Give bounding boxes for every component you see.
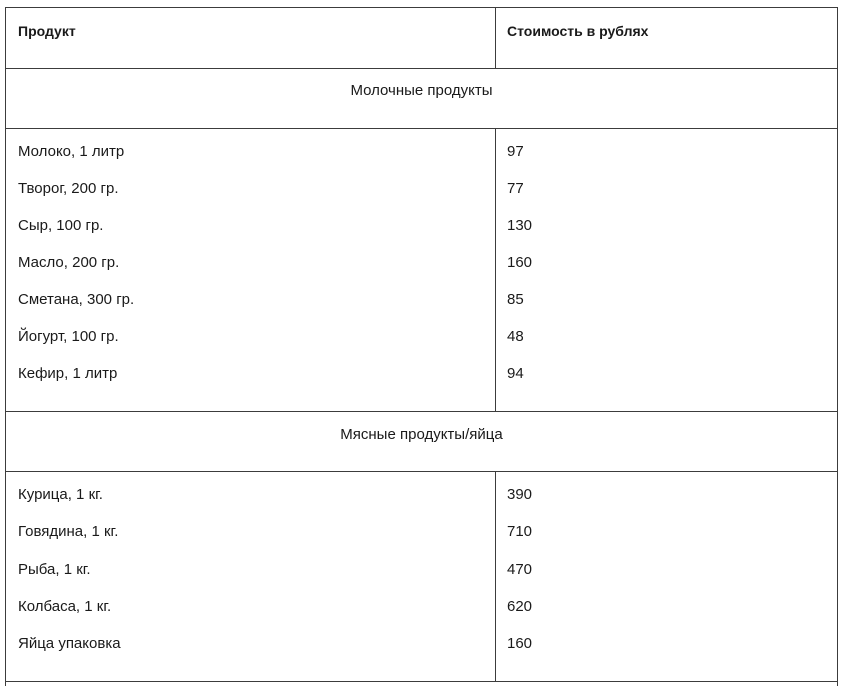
price-cell: 160 bbox=[507, 254, 533, 271]
product-cell: Масло, 200 гр. bbox=[18, 254, 120, 271]
price-cell: 160 bbox=[507, 635, 533, 652]
row-divider bbox=[6, 128, 837, 129]
price-cell: 77 bbox=[507, 180, 524, 197]
price-cell: 470 bbox=[507, 561, 533, 578]
price-cell: 710 bbox=[507, 523, 533, 540]
header-product: Продукт bbox=[18, 23, 76, 39]
product-cell: Кефир, 1 литр bbox=[18, 365, 118, 382]
product-cell: Курица, 1 кг. bbox=[18, 486, 103, 503]
header-price: Стоимость в рублях bbox=[507, 23, 649, 39]
row-divider bbox=[6, 68, 837, 69]
price-cell: 94 bbox=[507, 365, 524, 382]
column-divider bbox=[495, 471, 496, 681]
row-divider bbox=[6, 411, 837, 412]
section-title-meat: Мясные продукты/яйца bbox=[340, 426, 503, 443]
product-cell: Сметана, 300 гр. bbox=[18, 291, 135, 308]
product-cell: Йогурт, 100 гр. bbox=[18, 328, 119, 345]
price-cell: 390 bbox=[507, 486, 533, 503]
product-cell: Яйца упаковка bbox=[18, 635, 121, 652]
product-cell: Рыба, 1 кг. bbox=[18, 561, 91, 578]
product-cell: Молоко, 1 литр bbox=[18, 143, 125, 160]
column-divider bbox=[495, 128, 496, 411]
section-title-dairy: Молочные продукты bbox=[350, 82, 493, 99]
row-divider bbox=[6, 471, 837, 472]
price-cell: 48 bbox=[507, 328, 524, 345]
price-cell: 130 bbox=[507, 217, 533, 234]
column-divider bbox=[495, 8, 496, 68]
row-divider bbox=[6, 681, 837, 682]
price-cell: 85 bbox=[507, 291, 524, 308]
product-cell: Творог, 200 гр. bbox=[18, 180, 119, 197]
product-cell: Колбаса, 1 кг. bbox=[18, 598, 112, 615]
price-table bbox=[5, 7, 838, 686]
product-cell: Говядина, 1 кг. bbox=[18, 523, 119, 540]
price-cell: 97 bbox=[507, 143, 524, 160]
price-cell: 620 bbox=[507, 598, 533, 615]
product-cell: Сыр, 100 гр. bbox=[18, 217, 104, 234]
